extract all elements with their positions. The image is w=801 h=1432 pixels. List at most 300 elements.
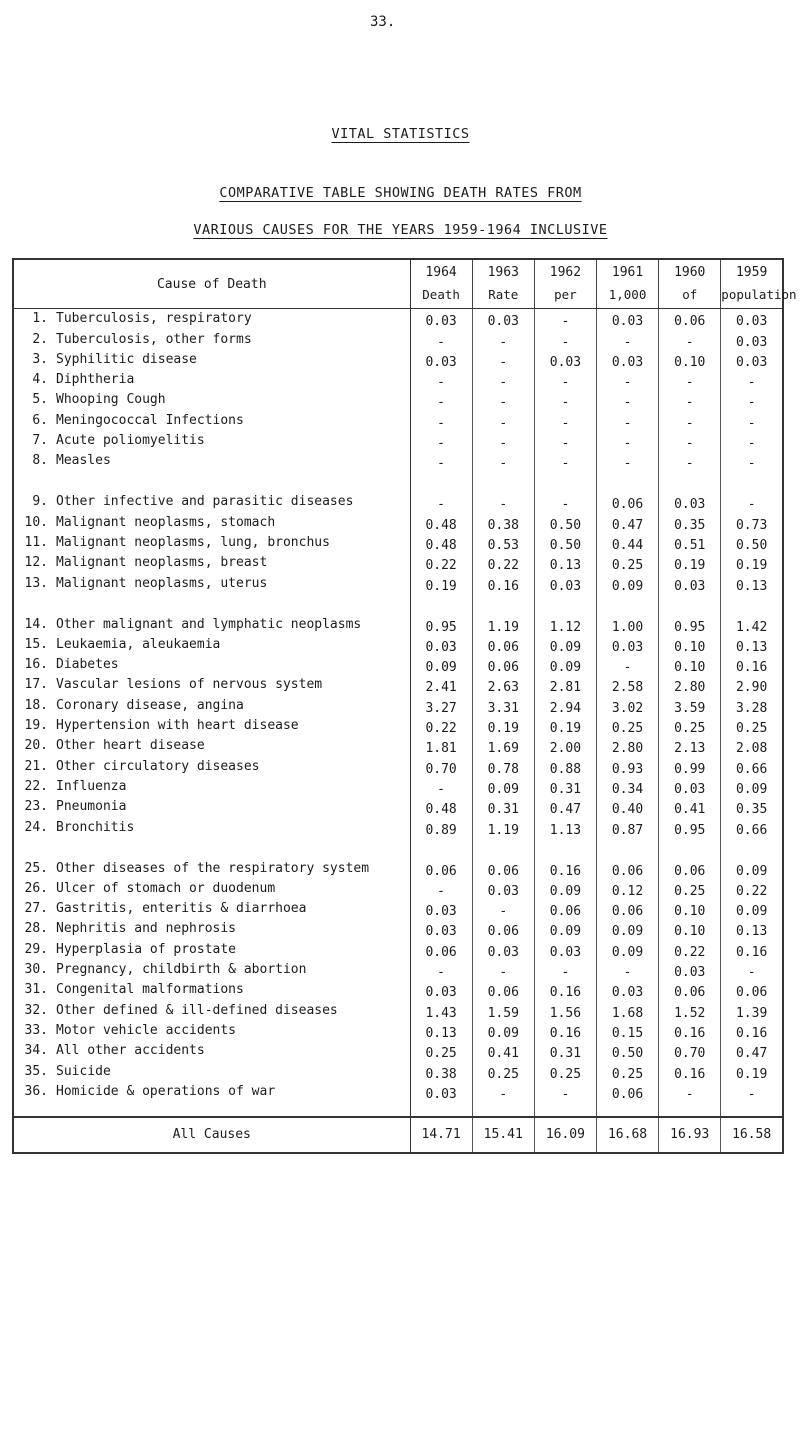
document-subtitle-line-2: VARIOUS CAUSES FOR THE YEARS 1959-1964 INCLUSIVE bbox=[193, 222, 608, 238]
rate-cell: 0.09 bbox=[472, 777, 534, 797]
rate-cell: 0.03 bbox=[659, 960, 721, 980]
rate-cell: 0.31 bbox=[472, 797, 534, 817]
table-body bbox=[13, 309, 783, 1117]
cause-cell bbox=[13, 838, 410, 879]
rate-cell: 0.40 bbox=[596, 797, 658, 817]
table-row bbox=[13, 1082, 783, 1102]
cause-cell bbox=[13, 635, 410, 655]
rate-cell: 0.06 bbox=[472, 838, 534, 879]
row-number: 8. bbox=[32, 453, 48, 469]
rate-cell: - bbox=[410, 879, 472, 899]
row-number: 1. bbox=[32, 311, 48, 327]
rate-cell: 0.48 bbox=[410, 533, 472, 553]
rate-cell: 2.00 bbox=[534, 736, 596, 756]
row-number: 24. bbox=[24, 819, 48, 835]
cause-label: Other circulatory diseases bbox=[56, 758, 260, 774]
rate-cell: 1.19 bbox=[472, 817, 534, 837]
cause-label: Diphtheria bbox=[56, 372, 135, 388]
rate-cell: 0.78 bbox=[472, 756, 534, 776]
rate-cell: 0.25 bbox=[534, 1061, 596, 1081]
rate-cell: 2.90 bbox=[721, 675, 783, 695]
document-subtitle-line-1: COMPARATIVE TABLE SHOWING DEATH RATES FROM bbox=[219, 185, 582, 201]
rate-cell: 0.25 bbox=[596, 716, 658, 736]
total-row bbox=[13, 1117, 783, 1153]
cause-cell bbox=[13, 899, 410, 919]
rate-cell: - bbox=[534, 1082, 596, 1102]
rate-cell: 0.22 bbox=[659, 939, 721, 959]
rate-cell: 0.88 bbox=[534, 756, 596, 776]
rate-cell: 0.22 bbox=[721, 879, 783, 899]
cause-label: Whooping Cough bbox=[56, 392, 166, 408]
rate-cell: 0.10 bbox=[659, 635, 721, 655]
rate-cell: - bbox=[410, 777, 472, 797]
rate-cell: 2.08 bbox=[721, 736, 783, 756]
cause-label: Measles bbox=[56, 453, 111, 469]
cause-label: Malignant neoplasms, lung, bronchus bbox=[56, 534, 330, 550]
row-number: 22. bbox=[24, 778, 48, 794]
rate-cell: 3.28 bbox=[721, 695, 783, 715]
table-row bbox=[13, 512, 783, 532]
year-header: 1960 of bbox=[659, 259, 721, 309]
row-number: 9. bbox=[32, 494, 48, 510]
cause-cell bbox=[13, 431, 410, 451]
rate-cell: 0.25 bbox=[659, 716, 721, 736]
rate-cell: 2.13 bbox=[659, 736, 721, 756]
rate-cell: 0.87 bbox=[596, 817, 658, 837]
rate-cell: 3.59 bbox=[659, 695, 721, 715]
rate-cell: - bbox=[472, 370, 534, 390]
rate-cell: 0.09 bbox=[410, 655, 472, 675]
row-number: 4. bbox=[32, 372, 48, 388]
rate-cell: 0.99 bbox=[659, 756, 721, 776]
cause-cell bbox=[13, 817, 410, 837]
cause-label: Other malignant and lymphatic neoplasms bbox=[56, 616, 362, 632]
year-header: 1962 per bbox=[534, 259, 596, 309]
table-row bbox=[13, 309, 783, 330]
rate-cell: 0.03 bbox=[721, 329, 783, 349]
row-number: 2. bbox=[32, 331, 48, 347]
rate-cell: - bbox=[410, 471, 472, 512]
table-row bbox=[13, 635, 783, 655]
table-row bbox=[13, 939, 783, 959]
rate-cell: 0.09 bbox=[721, 838, 783, 879]
total-value: 15.41 bbox=[472, 1117, 534, 1153]
rate-cell: - bbox=[721, 410, 783, 430]
rate-cell: 0.06 bbox=[659, 838, 721, 879]
rate-cell: - bbox=[410, 390, 472, 410]
rate-cell: 0.03 bbox=[659, 777, 721, 797]
cause-cell bbox=[13, 797, 410, 817]
cause-label: Other defined & ill-defined diseases bbox=[56, 1002, 338, 1018]
table-row bbox=[13, 594, 783, 635]
cause-cell bbox=[13, 939, 410, 959]
rate-cell: 2.80 bbox=[596, 736, 658, 756]
rate-cell: - bbox=[534, 309, 596, 330]
rate-cell: 2.41 bbox=[410, 675, 472, 695]
rate-cell: 2.81 bbox=[534, 675, 596, 695]
row-number: 30. bbox=[24, 962, 48, 978]
table-row bbox=[13, 471, 783, 512]
rate-cell: 0.06 bbox=[659, 309, 721, 330]
rate-cell: - bbox=[596, 960, 658, 980]
cause-cell bbox=[13, 573, 410, 593]
rate-cell: - bbox=[659, 1082, 721, 1102]
rate-cell: - bbox=[596, 451, 658, 471]
rate-cell: 0.09 bbox=[596, 939, 658, 959]
rate-cell: - bbox=[472, 431, 534, 451]
row-number: 36. bbox=[24, 1083, 48, 1099]
row-number: 11. bbox=[24, 534, 48, 550]
table-row bbox=[13, 451, 783, 471]
table-row bbox=[13, 838, 783, 879]
rate-cell: 2.80 bbox=[659, 675, 721, 695]
row-number: 26. bbox=[24, 880, 48, 896]
row-number: 17. bbox=[24, 677, 48, 693]
cause-label: Malignant neoplasms, uterus bbox=[56, 575, 268, 591]
rate-cell: - bbox=[596, 410, 658, 430]
table-row bbox=[13, 695, 783, 715]
rate-cell: 1.13 bbox=[534, 817, 596, 837]
table-row bbox=[13, 716, 783, 736]
rate-cell: 0.41 bbox=[659, 797, 721, 817]
row-number: 13. bbox=[24, 575, 48, 591]
rate-cell: - bbox=[410, 431, 472, 451]
total-label: All Causes bbox=[13, 1117, 410, 1153]
cause-label: Vascular lesions of nervous system bbox=[56, 677, 323, 693]
cause-label: Suicide bbox=[56, 1063, 111, 1079]
rate-cell: 0.34 bbox=[596, 777, 658, 797]
rate-cell: - bbox=[472, 390, 534, 410]
document-title: VITAL STATISTICS bbox=[331, 126, 470, 142]
table-row bbox=[13, 553, 783, 573]
rate-cell: 0.16 bbox=[659, 1021, 721, 1041]
rate-cell: 0.95 bbox=[659, 817, 721, 837]
rate-cell: 0.03 bbox=[410, 309, 472, 330]
rate-cell: 1.42 bbox=[721, 594, 783, 635]
cause-cell bbox=[13, 1082, 410, 1102]
cause-cell bbox=[13, 471, 410, 512]
rate-cell: - bbox=[534, 329, 596, 349]
cause-cell bbox=[13, 756, 410, 776]
row-number: 16. bbox=[24, 657, 48, 673]
rate-cell: 0.16 bbox=[534, 838, 596, 879]
rate-cell: 0.09 bbox=[534, 655, 596, 675]
table-row bbox=[13, 410, 783, 430]
rate-cell: 0.70 bbox=[659, 1041, 721, 1061]
rate-cell: 0.09 bbox=[534, 635, 596, 655]
rate-cell: 0.12 bbox=[596, 879, 658, 899]
rate-cell: 3.02 bbox=[596, 695, 658, 715]
rate-cell: 0.50 bbox=[721, 533, 783, 553]
rate-cell: 0.03 bbox=[721, 309, 783, 330]
rate-cell: 0.19 bbox=[472, 716, 534, 736]
rate-cell: - bbox=[410, 960, 472, 980]
rate-cell: 0.10 bbox=[659, 899, 721, 919]
cause-label: Motor vehicle accidents bbox=[56, 1022, 237, 1038]
death-rates-table bbox=[12, 258, 797, 1154]
total-value: 16.93 bbox=[659, 1117, 721, 1153]
rate-cell: - bbox=[410, 329, 472, 349]
total-value: 16.68 bbox=[596, 1117, 658, 1153]
rate-cell: 0.66 bbox=[721, 756, 783, 776]
page-number: 33. bbox=[370, 14, 396, 30]
rate-cell: - bbox=[596, 370, 658, 390]
table-row bbox=[13, 370, 783, 390]
rate-cell: 0.03 bbox=[534, 939, 596, 959]
year-header: 1964 Death bbox=[410, 259, 472, 309]
table-row bbox=[13, 1061, 783, 1081]
cause-cell bbox=[13, 553, 410, 573]
rate-cell: 0.16 bbox=[659, 1061, 721, 1081]
row-number: 21. bbox=[24, 758, 48, 774]
spacer-cell bbox=[596, 1102, 658, 1117]
row-number: 35. bbox=[24, 1063, 48, 1079]
cause-label: Tuberculosis, other forms bbox=[56, 331, 252, 347]
rate-cell: - bbox=[410, 370, 472, 390]
rate-cell: 0.16 bbox=[721, 655, 783, 675]
rate-cell: 0.06 bbox=[410, 838, 472, 879]
rate-cell: 0.51 bbox=[659, 533, 721, 553]
rate-cell: 1.43 bbox=[410, 1000, 472, 1020]
rate-cell: - bbox=[721, 451, 783, 471]
cause-cell bbox=[13, 675, 410, 695]
rate-cell: 0.06 bbox=[596, 838, 658, 879]
table-header-row bbox=[13, 259, 783, 309]
row-number: 18. bbox=[24, 697, 48, 713]
rate-cell: 0.22 bbox=[472, 553, 534, 573]
rate-cell: 0.41 bbox=[472, 1041, 534, 1061]
spacer-cell bbox=[721, 1102, 783, 1117]
rate-cell: 0.19 bbox=[659, 553, 721, 573]
rate-cell: 0.09 bbox=[596, 919, 658, 939]
table-row bbox=[13, 350, 783, 370]
cause-cell bbox=[13, 960, 410, 980]
row-number: 33. bbox=[24, 1022, 48, 1038]
table-row bbox=[13, 879, 783, 899]
rate-cell: 0.48 bbox=[410, 512, 472, 532]
cause-cell bbox=[13, 1000, 410, 1020]
rate-cell: 0.03 bbox=[472, 879, 534, 899]
rate-cell: - bbox=[534, 410, 596, 430]
table-row bbox=[13, 899, 783, 919]
rate-cell: - bbox=[659, 451, 721, 471]
rate-cell: 0.03 bbox=[659, 573, 721, 593]
cause-label: All other accidents bbox=[56, 1043, 205, 1059]
row-number: 27. bbox=[24, 901, 48, 917]
cause-label: Malignant neoplasms, stomach bbox=[56, 514, 276, 530]
rate-cell: 0.03 bbox=[596, 309, 658, 330]
cause-cell bbox=[13, 655, 410, 675]
cause-label: Bronchitis bbox=[56, 819, 135, 835]
table-row bbox=[13, 919, 783, 939]
rate-cell: 0.19 bbox=[534, 716, 596, 736]
row-number: 34. bbox=[24, 1043, 48, 1059]
rate-cell: 0.03 bbox=[410, 899, 472, 919]
cause-cell bbox=[13, 716, 410, 736]
rate-cell: 0.66 bbox=[721, 817, 783, 837]
rate-cell: 0.19 bbox=[721, 1061, 783, 1081]
rate-cell: 0.22 bbox=[410, 716, 472, 736]
row-number: 6. bbox=[32, 412, 48, 428]
rate-cell: - bbox=[534, 451, 596, 471]
rate-cell: 0.06 bbox=[472, 655, 534, 675]
rate-cell: 0.13 bbox=[721, 573, 783, 593]
cause-label: Ulcer of stomach or duodenum bbox=[56, 880, 276, 896]
rate-cell: 0.09 bbox=[721, 899, 783, 919]
table-row bbox=[13, 777, 783, 797]
table-row bbox=[13, 797, 783, 817]
rate-cell: - bbox=[596, 655, 658, 675]
cause-label: Hyperplasia of prostate bbox=[56, 941, 237, 957]
spacer-row bbox=[13, 1102, 783, 1117]
rate-cell: 0.10 bbox=[659, 350, 721, 370]
cause-label: Coronary disease, angina bbox=[56, 697, 244, 713]
rate-cell: 1.68 bbox=[596, 1000, 658, 1020]
rate-cell: 0.16 bbox=[721, 939, 783, 959]
rate-cell: 0.25 bbox=[472, 1061, 534, 1081]
cause-label: Hypertension with heart disease bbox=[56, 718, 299, 734]
table-row bbox=[13, 960, 783, 980]
year-header: 1963 Rate bbox=[472, 259, 534, 309]
rate-cell: 0.22 bbox=[410, 553, 472, 573]
rate-cell: - bbox=[534, 431, 596, 451]
table-row bbox=[13, 533, 783, 553]
rate-cell: - bbox=[596, 431, 658, 451]
table-row bbox=[13, 329, 783, 349]
table-row bbox=[13, 1000, 783, 1020]
rate-cell: - bbox=[472, 1082, 534, 1102]
cause-cell bbox=[13, 980, 410, 1000]
rate-cell: 0.06 bbox=[472, 980, 534, 1000]
cause-cell bbox=[13, 1021, 410, 1041]
rate-cell: 0.25 bbox=[596, 553, 658, 573]
rate-cell: 0.06 bbox=[472, 919, 534, 939]
rate-cell: 0.25 bbox=[596, 1061, 658, 1081]
rate-cell: 0.06 bbox=[534, 899, 596, 919]
total-value: 16.09 bbox=[534, 1117, 596, 1153]
rate-cell: 0.89 bbox=[410, 817, 472, 837]
rate-cell: 0.50 bbox=[596, 1041, 658, 1061]
rate-cell: 0.95 bbox=[659, 594, 721, 635]
cause-cell bbox=[13, 1041, 410, 1061]
cause-cell bbox=[13, 879, 410, 899]
rate-cell: 0.70 bbox=[410, 756, 472, 776]
table-row bbox=[13, 390, 783, 410]
rate-cell: - bbox=[472, 451, 534, 471]
rate-cell: 3.31 bbox=[472, 695, 534, 715]
row-number: 5. bbox=[32, 392, 48, 408]
rate-cell: 0.03 bbox=[410, 980, 472, 1000]
rate-cell: 0.13 bbox=[410, 1021, 472, 1041]
rate-cell: 0.48 bbox=[410, 797, 472, 817]
rate-cell: - bbox=[721, 431, 783, 451]
row-number: 32. bbox=[24, 1002, 48, 1018]
cause-label: Other diseases of the respiratory system bbox=[56, 860, 370, 876]
table-row bbox=[13, 675, 783, 695]
rate-cell: 0.95 bbox=[410, 594, 472, 635]
cause-label: Malignant neoplasms, breast bbox=[56, 555, 268, 571]
cause-label: Pregnancy, childbirth & abortion bbox=[56, 962, 307, 978]
rate-cell: - bbox=[721, 471, 783, 512]
rate-cell: 0.13 bbox=[721, 635, 783, 655]
rate-cell: - bbox=[721, 390, 783, 410]
cause-label: Diabetes bbox=[56, 657, 119, 673]
rate-cell: 0.03 bbox=[472, 939, 534, 959]
cause-cell bbox=[13, 1061, 410, 1081]
table-row bbox=[13, 573, 783, 593]
row-number: 29. bbox=[24, 941, 48, 957]
rate-cell: - bbox=[472, 960, 534, 980]
cause-label: Gastritis, enteritis & diarrhoea bbox=[56, 901, 307, 917]
rate-cell: - bbox=[472, 899, 534, 919]
rate-cell: 0.06 bbox=[659, 980, 721, 1000]
rate-cell: 0.25 bbox=[721, 716, 783, 736]
spacer-cell bbox=[410, 1102, 472, 1117]
table-row bbox=[13, 431, 783, 451]
row-number: 28. bbox=[24, 921, 48, 937]
rate-cell: 0.06 bbox=[596, 471, 658, 512]
table-row bbox=[13, 1021, 783, 1041]
cause-cell bbox=[13, 390, 410, 410]
cause-cell bbox=[13, 736, 410, 756]
year-header: 1959 population bbox=[721, 259, 783, 309]
rate-cell: 0.09 bbox=[472, 1021, 534, 1041]
rate-cell: 0.47 bbox=[596, 512, 658, 532]
cause-cell bbox=[13, 309, 410, 330]
rate-cell: 0.06 bbox=[410, 939, 472, 959]
table-row bbox=[13, 980, 783, 1000]
rate-cell: 0.06 bbox=[596, 1082, 658, 1102]
rate-cell: - bbox=[534, 390, 596, 410]
rate-cell: 0.09 bbox=[534, 919, 596, 939]
table-row bbox=[13, 736, 783, 756]
rate-cell: 0.03 bbox=[721, 350, 783, 370]
rate-cell: 3.27 bbox=[410, 695, 472, 715]
rate-cell: - bbox=[472, 471, 534, 512]
rate-cell: 0.38 bbox=[410, 1061, 472, 1081]
rate-cell: - bbox=[596, 390, 658, 410]
rate-cell: 0.31 bbox=[534, 1041, 596, 1061]
rate-cell: 0.44 bbox=[596, 533, 658, 553]
rate-cell: 0.73 bbox=[721, 512, 783, 532]
rate-cell: 0.03 bbox=[410, 919, 472, 939]
spacer-cell bbox=[534, 1102, 596, 1117]
row-number: 12. bbox=[24, 555, 48, 571]
rate-cell: 1.59 bbox=[472, 1000, 534, 1020]
rate-cell: - bbox=[534, 370, 596, 390]
cause-label: Homicide & operations of war bbox=[56, 1083, 276, 1099]
table-row bbox=[13, 655, 783, 675]
rate-cell: 0.19 bbox=[410, 573, 472, 593]
rate-cell: 0.13 bbox=[534, 553, 596, 573]
cause-cell bbox=[13, 350, 410, 370]
rate-cell: 0.09 bbox=[596, 573, 658, 593]
cause-cell bbox=[13, 695, 410, 715]
cause-column-header: Cause of Death bbox=[13, 259, 410, 309]
cause-label: Syphilitic disease bbox=[56, 351, 197, 367]
rate-cell: 0.10 bbox=[659, 655, 721, 675]
cause-label: Pneumonia bbox=[56, 799, 127, 815]
rate-cell: 0.25 bbox=[659, 879, 721, 899]
table-row bbox=[13, 1041, 783, 1061]
cause-label: Tuberculosis, respiratory bbox=[56, 311, 252, 327]
rate-cell: 1.00 bbox=[596, 594, 658, 635]
rate-cell: 1.69 bbox=[472, 736, 534, 756]
cause-cell bbox=[13, 410, 410, 430]
rate-cell: 0.03 bbox=[596, 635, 658, 655]
rate-cell: 0.06 bbox=[721, 980, 783, 1000]
cause-label: Other infective and parasitic diseases bbox=[56, 494, 354, 510]
